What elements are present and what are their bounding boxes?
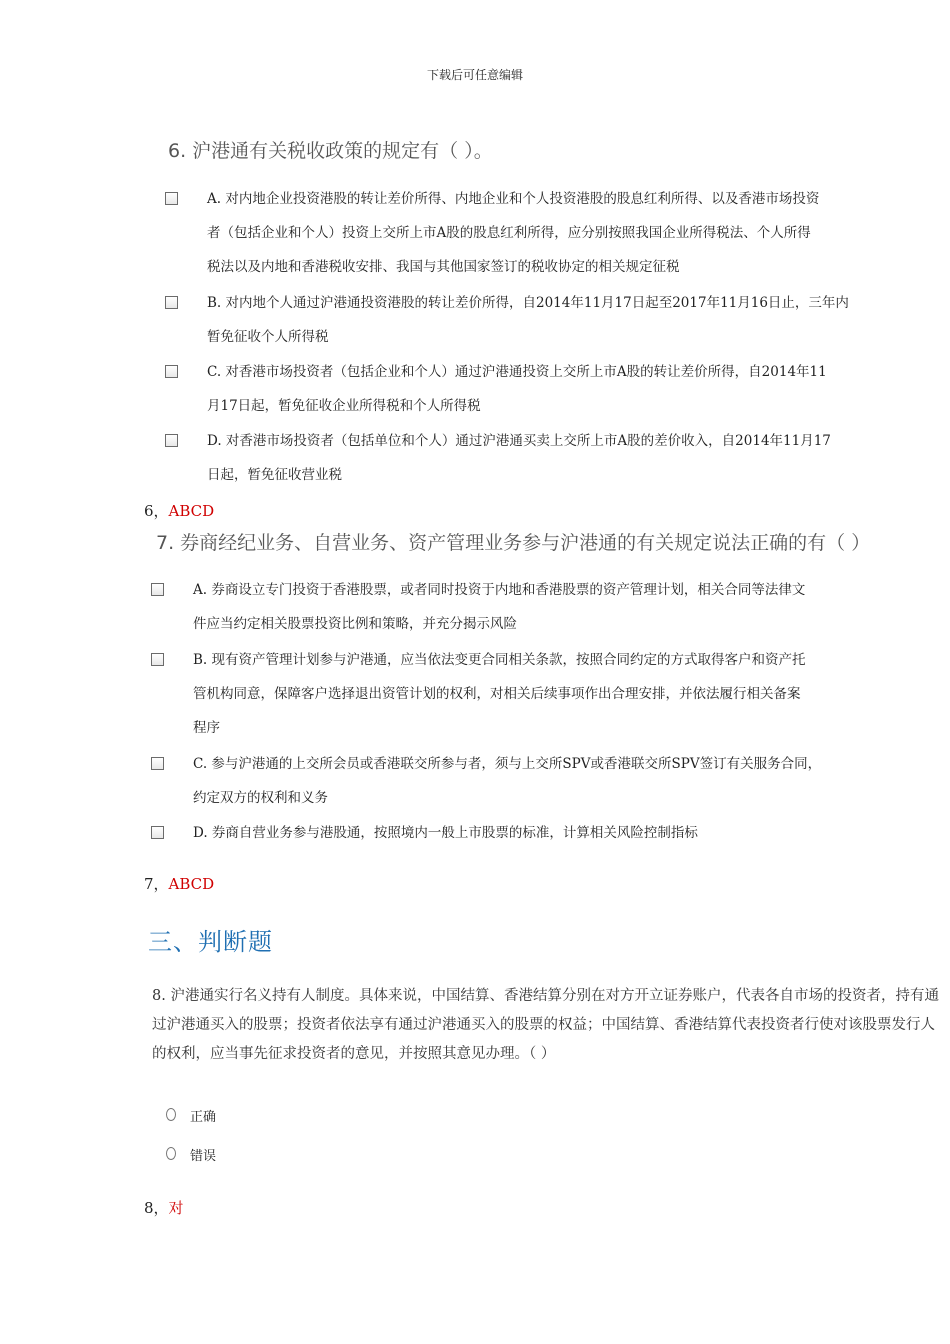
q7-option-a-line-1: A. 券商设立专门投资于香港股票，或者同时投资于内地和香港股票的资产管理计划，相关合同等法律文 xyxy=(193,582,806,598)
q6-option-c-line-2: 月17日起，暂免征收企业所得税和个人所得税 xyxy=(207,398,481,414)
question-6-title: 6. 沪港通有关税收政策的规定有（ ）。 xyxy=(168,140,493,162)
q8-option-false-label: 错误 xyxy=(190,1149,217,1164)
q6-answer xyxy=(144,500,214,521)
q6-option-a-line-2: 者（包括企业和个人）投资上交所上市A股的股息红利所得，应分别按照我国企业所得税法、个人所得 xyxy=(207,225,811,241)
question-8-text: 8. 沪港通实行名义持有人制度。具体来说，中国结算、香港结算分别在对方开立证券账户，代表各自市场的投资者，持有通过沪港通买入的股票；投资者依法享有通过沪港通买入的股票的权益；中国结算、香港结算代表投资者行使对该股票发行人的权利，应当事先征求投资者的意见，并按照其意见办理。（ ） xyxy=(152,988,939,1062)
q6-option-b-line-1: B. 对内地个人通过沪港通投资港股的转让差价所得，自2014年11月17日起至2017年11月16日止，三年内 xyxy=(207,295,849,311)
q8-option-true-label: 正确 xyxy=(190,1110,217,1125)
q8-option-true-radio[interactable] xyxy=(166,1108,176,1121)
q8-option-false-radio[interactable] xyxy=(166,1147,176,1160)
q7-option-b-checkbox[interactable] xyxy=(151,653,164,666)
q8-answer-value: 对 xyxy=(168,1199,184,1217)
q6-option-c-checkbox[interactable] xyxy=(165,365,178,378)
q6-option-c-line-1: C. 对香港市场投资者（包括企业和个人）通过沪港通投资上交所上市A股的转让差价所得，自2014年11 xyxy=(207,364,827,380)
q8-answer xyxy=(144,1197,184,1218)
q6-option-d-line-2: 日起，暂免征收营业税 xyxy=(207,467,342,483)
q7-option-a-line-2: 件应当约定相关股票投资比例和策略，并充分揭示风险 xyxy=(193,616,517,632)
section-3-heading: 三、判断题 xyxy=(148,928,273,956)
q6-option-d-line-1: D. 对香港市场投资者（包括单位和个人）通过沪港通买卖上交所上市A股的差价收入，自2014年11月17 xyxy=(207,433,831,449)
q7-answer xyxy=(144,873,214,894)
q7-option-d-checkbox[interactable] xyxy=(151,826,164,839)
q7-option-c-checkbox[interactable] xyxy=(151,757,164,770)
q6-answer-value: ABCD xyxy=(168,502,215,520)
q7-option-b-line-3: 程序 xyxy=(193,720,220,736)
q7-answer-prefix: 7， xyxy=(144,875,169,893)
q6-option-a-line-1: A. 对内地企业投资港股的转让差价所得、内地企业和个人投资港股的股息红利所得、以及香港市场投资 xyxy=(207,191,820,207)
header-note: 下载后可任意编辑 xyxy=(426,68,523,82)
q6-option-b-checkbox[interactable] xyxy=(165,296,178,309)
q7-option-d-line-1: D. 券商自营业务参与港股通，按照境内一般上市股票的标准，计算相关风险控制指标 xyxy=(193,825,698,841)
q7-answer-value: ABCD xyxy=(168,875,215,893)
q6-option-d-checkbox[interactable] xyxy=(165,434,178,447)
q7-option-b-line-2: 管机构同意，保障客户选择退出资管计划的权利，对相关后续事项作出合理安排，并依法履行相关备案 xyxy=(193,686,801,702)
q6-option-b-line-2: 暂免征收个人所得税 xyxy=(207,329,329,345)
q8-answer-prefix: 8， xyxy=(144,1199,169,1217)
q7-option-a-checkbox[interactable] xyxy=(151,583,164,596)
q6-answer-prefix: 6， xyxy=(144,502,169,520)
q7-option-c-line-2: 约定双方的权利和义务 xyxy=(193,790,328,806)
q7-option-c-line-1: C. 参与沪港通的上交所会员或香港联交所参与者，须与上交所SPV或香港联交所SPV签订有关服务合同， xyxy=(193,756,822,772)
question-7-title: 7. 券商经纪业务、自营业务、资产管理业务参与沪港通的有关规定说法正确的有（ ） xyxy=(156,532,871,554)
q7-option-b-line-1: B. 现有资产管理计划参与沪港通，应当依法变更合同相关条款，按照合同约定的方式取得客户和资产托 xyxy=(193,652,806,668)
q6-option-a-line-3: 税法以及内地和香港税收安排、我国与其他国家签订的税收协定的相关规定征税 xyxy=(207,259,680,275)
q6-option-a-checkbox[interactable] xyxy=(165,192,178,205)
